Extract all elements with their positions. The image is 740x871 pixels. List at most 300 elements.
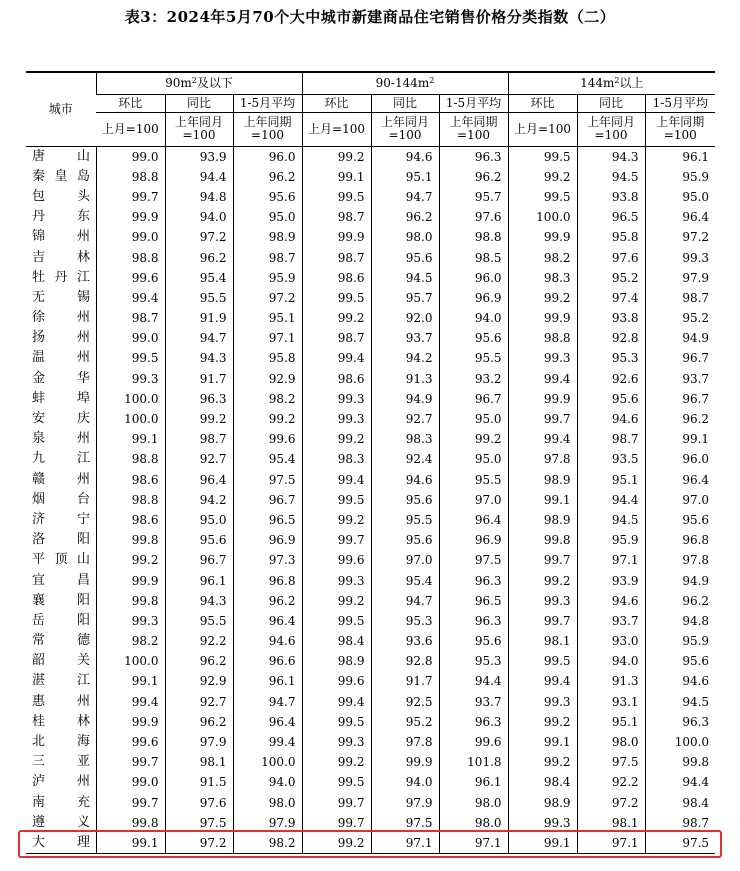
index-value-cell: 99.6 (96, 732, 165, 752)
index-value-cell: 95.4 (371, 570, 439, 590)
index-value-cell: 94.4 (645, 772, 715, 792)
index-value-cell: 99.9 (371, 752, 439, 772)
city-name: 无 锡 (32, 289, 90, 305)
index-value-cell: 96.7 (233, 490, 302, 510)
index-value-cell: 99.6 (439, 732, 508, 752)
index-value-cell: 99.2 (233, 409, 302, 429)
city-cell (26, 591, 96, 611)
index-value-cell: 99.4 (508, 429, 577, 449)
index-value-cell: 93.7 (371, 328, 439, 348)
index-value-cell: 99.5 (302, 712, 371, 732)
index-value-cell: 95.0 (645, 187, 715, 207)
table-row (26, 308, 715, 328)
base-header-avg: 上年同期 =100 (645, 112, 715, 146)
table-row (26, 752, 715, 772)
index-value-cell: 96.7 (645, 348, 715, 368)
index-value-cell: 94.6 (371, 470, 439, 490)
index-value-cell: 95.2 (577, 268, 645, 288)
index-value-cell: 94.4 (439, 671, 508, 691)
index-value-cell: 96.4 (165, 470, 233, 490)
index-value-cell: 96.8 (645, 530, 715, 550)
index-value-cell: 95.6 (645, 510, 715, 530)
index-value-cell: 91.3 (371, 369, 439, 389)
index-value-cell: 99.3 (508, 692, 577, 712)
index-value-cell: 100.0 (96, 651, 165, 671)
city-name: 洛 阳 (32, 532, 90, 548)
city-cell (26, 348, 96, 368)
index-value-cell: 99.9 (508, 227, 577, 247)
index-value-cell: 93.1 (577, 692, 645, 712)
index-value-cell: 99.3 (96, 611, 165, 631)
city-name: 温 州 (32, 350, 90, 366)
city-name: 扬 州 (32, 330, 90, 346)
table-row (26, 207, 715, 227)
index-value-cell: 96.2 (165, 651, 233, 671)
city-name: 北 海 (32, 734, 90, 750)
index-value-cell: 97.9 (165, 732, 233, 752)
index-value-cell: 96.7 (439, 389, 508, 409)
index-value-cell: 95.2 (371, 712, 439, 732)
table-row (26, 389, 715, 409)
index-value-cell: 99.1 (508, 490, 577, 510)
city-name: 襄 阳 (32, 592, 90, 608)
index-value-cell: 99.3 (645, 247, 715, 267)
table-row (26, 268, 715, 288)
index-value-cell: 99.1 (96, 429, 165, 449)
index-value-cell: 91.3 (577, 671, 645, 691)
index-value-cell: 98.8 (96, 449, 165, 469)
index-value-cell: 99.2 (439, 429, 508, 449)
index-value-cell: 93.8 (577, 308, 645, 328)
index-value-cell: 93.2 (439, 369, 508, 389)
sub-header-yoy: 同比 (165, 94, 233, 112)
sub-header-yoy: 同比 (577, 94, 645, 112)
index-value-cell: 96.4 (645, 470, 715, 490)
city-name: 常 德 (32, 633, 90, 649)
index-value-cell: 95.9 (577, 530, 645, 550)
index-value-cell: 94.9 (645, 570, 715, 590)
index-value-cell: 100.0 (233, 752, 302, 772)
sub-header-yoy: 同比 (371, 94, 439, 112)
city-name: 岳 阳 (32, 612, 90, 628)
table-row (26, 833, 715, 854)
index-value-cell: 99.6 (302, 550, 371, 570)
group-header-large: $144m^2$以上 (508, 72, 715, 94)
index-value-cell: 99.5 (302, 611, 371, 631)
index-value-cell: 95.5 (371, 510, 439, 530)
city-cell (26, 550, 96, 570)
city-cell (26, 227, 96, 247)
city-name: 遵 义 (32, 814, 90, 830)
index-value-cell: 99.2 (302, 752, 371, 772)
table-row (26, 550, 715, 570)
index-value-cell: 96.1 (165, 570, 233, 590)
city-cell (26, 187, 96, 207)
index-value-cell: 96.2 (439, 167, 508, 187)
index-value-cell: 95.3 (439, 651, 508, 671)
index-value-cell: 98.6 (302, 369, 371, 389)
index-value-cell: 97.1 (371, 833, 439, 854)
index-value-cell: 99.9 (96, 712, 165, 732)
index-value-cell: 96.7 (165, 550, 233, 570)
index-value-cell: 99.5 (508, 187, 577, 207)
index-value-cell: 96.4 (439, 510, 508, 530)
index-value-cell: 93.5 (577, 449, 645, 469)
city-cell (26, 470, 96, 490)
table-row (26, 793, 715, 813)
index-value-cell: 94.6 (577, 591, 645, 611)
index-value-cell: 97.5 (233, 470, 302, 490)
city-cell (26, 369, 96, 389)
index-value-cell: 97.9 (371, 793, 439, 813)
index-value-cell: 95.6 (439, 631, 508, 651)
index-value-cell: 96.9 (439, 288, 508, 308)
index-value-cell: 95.6 (371, 530, 439, 550)
index-value-cell: 97.3 (233, 550, 302, 570)
index-value-cell: 94.0 (371, 772, 439, 792)
city-name: 济 宁 (32, 511, 90, 527)
index-value-cell: 97.1 (577, 550, 645, 570)
index-value-cell: 99.0 (96, 328, 165, 348)
index-value-cell: 94.2 (371, 348, 439, 368)
city-name: 蚌 埠 (32, 390, 90, 406)
index-value-cell: 94.7 (165, 328, 233, 348)
city-cell (26, 409, 96, 429)
index-value-cell: 99.3 (302, 570, 371, 590)
city-cell (26, 570, 96, 590)
index-value-cell: 95.6 (439, 328, 508, 348)
index-value-cell: 99.4 (233, 732, 302, 752)
index-value-cell: 96.1 (645, 146, 715, 167)
index-value-cell: 98.9 (508, 510, 577, 530)
index-value-cell: 95.6 (645, 651, 715, 671)
index-value-cell: 100.0 (96, 409, 165, 429)
sub-header-mom: 环比 (508, 94, 577, 112)
index-value-cell: 95.0 (233, 207, 302, 227)
table-row (26, 288, 715, 308)
city-cell (26, 288, 96, 308)
city-cell (26, 449, 96, 469)
city-cell (26, 772, 96, 792)
table-row (26, 187, 715, 207)
city-name: 秦 皇 岛 (32, 168, 90, 184)
index-value-cell: 96.6 (233, 651, 302, 671)
index-value-cell: 95.2 (645, 308, 715, 328)
base-header-mom: 上月=100 (508, 112, 577, 146)
index-value-cell: 97.1 (439, 833, 508, 854)
index-value-cell: 92.8 (577, 328, 645, 348)
index-value-cell: 99.9 (96, 570, 165, 590)
index-value-cell: 99.2 (508, 712, 577, 732)
index-value-cell: 91.9 (165, 308, 233, 328)
city-cell (26, 490, 96, 510)
city-name: 九 江 (32, 451, 90, 467)
index-value-cell: 97.5 (165, 813, 233, 833)
index-value-cell: 95.9 (233, 268, 302, 288)
index-value-cell: 94.5 (577, 167, 645, 187)
city-cell (26, 207, 96, 227)
index-value-cell: 98.6 (96, 470, 165, 490)
index-value-cell: 93.7 (577, 611, 645, 631)
index-value-cell: 99.8 (96, 591, 165, 611)
index-value-cell: 94.4 (577, 490, 645, 510)
index-value-cell: 93.9 (165, 146, 233, 167)
index-value-cell: 98.0 (439, 793, 508, 813)
index-value-cell: 95.4 (165, 268, 233, 288)
index-value-cell: 99.3 (508, 813, 577, 833)
index-value-cell: 97.6 (439, 207, 508, 227)
index-value-cell: 98.2 (508, 247, 577, 267)
index-value-cell: 92.7 (165, 692, 233, 712)
index-value-cell: 100.0 (96, 389, 165, 409)
index-value-cell: 97.8 (508, 449, 577, 469)
table-row (26, 470, 715, 490)
index-value-cell: 98.3 (508, 268, 577, 288)
table-row (26, 490, 715, 510)
city-cell (26, 651, 96, 671)
index-value-cell: 94.9 (371, 389, 439, 409)
index-value-cell: 95.6 (371, 247, 439, 267)
index-value-cell: 96.4 (233, 611, 302, 631)
index-value-cell: 98.9 (508, 470, 577, 490)
index-value-cell: 97.5 (577, 752, 645, 772)
index-value-cell: 99.4 (508, 671, 577, 691)
index-value-cell: 99.2 (302, 146, 371, 167)
index-value-cell: 97.5 (645, 833, 715, 854)
city-name: 吉 林 (32, 249, 90, 265)
index-value-cell: 96.2 (165, 712, 233, 732)
index-value-cell: 98.3 (371, 429, 439, 449)
index-value-cell: 91.7 (371, 671, 439, 691)
index-value-cell: 98.7 (645, 813, 715, 833)
city-cell (26, 752, 96, 772)
index-value-cell: 92.2 (165, 631, 233, 651)
index-value-cell: 99.0 (96, 146, 165, 167)
city-cell (26, 247, 96, 267)
index-value-cell: 95.5 (165, 611, 233, 631)
index-value-cell: 97.2 (165, 227, 233, 247)
table-row (26, 409, 715, 429)
index-value-cell: 98.6 (96, 510, 165, 530)
index-value-cell: 97.0 (439, 490, 508, 510)
index-value-cell: 96.0 (439, 268, 508, 288)
city-name: 烟 台 (32, 491, 90, 507)
index-value-cell: 98.7 (233, 247, 302, 267)
table-row (26, 167, 715, 187)
index-value-cell: 96.2 (233, 167, 302, 187)
index-value-cell: 99.8 (645, 752, 715, 772)
city-name: 大 理 (32, 834, 90, 850)
index-value-cell: 96.8 (233, 570, 302, 590)
index-value-cell: 99.0 (96, 227, 165, 247)
sub-header-mom: 环比 (96, 94, 165, 112)
base-header-mom: 上月=100 (96, 112, 165, 146)
index-value-cell: 95.1 (577, 712, 645, 732)
city-name: 赣 州 (32, 471, 90, 487)
index-value-cell: 99.5 (302, 772, 371, 792)
index-value-cell: 98.8 (96, 490, 165, 510)
index-value-cell: 98.7 (645, 288, 715, 308)
index-value-cell: 99.4 (508, 369, 577, 389)
index-value-cell: 99.7 (508, 611, 577, 631)
index-value-cell: 95.6 (165, 530, 233, 550)
index-value-cell: 94.7 (233, 692, 302, 712)
index-value-cell: 94.8 (645, 611, 715, 631)
index-value-cell: 99.9 (302, 227, 371, 247)
index-value-cell: 99.6 (233, 429, 302, 449)
table-row (26, 772, 715, 792)
index-value-cell: 96.3 (439, 570, 508, 590)
index-value-cell: 98.7 (165, 429, 233, 449)
index-value-cell: 97.2 (577, 793, 645, 813)
index-value-cell: 98.7 (96, 308, 165, 328)
index-value-cell: 97.6 (577, 247, 645, 267)
index-value-cell: 92.4 (371, 449, 439, 469)
index-value-cell: 96.2 (645, 591, 715, 611)
table-row (26, 651, 715, 671)
index-value-cell: 95.8 (233, 348, 302, 368)
index-value-cell: 98.8 (96, 247, 165, 267)
index-value-cell: 96.3 (165, 389, 233, 409)
city-name: 金 华 (32, 370, 90, 386)
index-value-cell: 96.3 (439, 712, 508, 732)
city-cell (26, 510, 96, 530)
index-value-cell: 99.4 (96, 692, 165, 712)
index-value-cell: 95.0 (439, 449, 508, 469)
index-value-cell: 94.3 (577, 146, 645, 167)
index-value-cell: 94.9 (645, 328, 715, 348)
city-name: 安 庆 (32, 411, 90, 427)
index-value-cell: 99.9 (508, 308, 577, 328)
index-value-cell: 96.0 (233, 146, 302, 167)
index-value-cell: 98.2 (233, 389, 302, 409)
index-value-cell: 94.4 (165, 167, 233, 187)
index-value-cell: 94.5 (577, 510, 645, 530)
index-value-cell: 95.3 (577, 348, 645, 368)
table-row (26, 510, 715, 530)
city-cell (26, 692, 96, 712)
group-header-small: $90m^2$及以下 (96, 72, 302, 94)
index-value-cell: 94.7 (371, 187, 439, 207)
index-value-cell: 92.7 (371, 409, 439, 429)
index-value-cell: 99.1 (302, 167, 371, 187)
index-value-cell: 98.6 (302, 268, 371, 288)
city-cell (26, 833, 96, 854)
index-value-cell: 98.8 (508, 328, 577, 348)
index-value-cell: 99.1 (96, 671, 165, 691)
index-value-cell: 95.0 (165, 510, 233, 530)
city-name: 包 头 (32, 188, 90, 204)
base-header-yoy: 上年同月 =100 (371, 112, 439, 146)
index-value-cell: 99.4 (302, 470, 371, 490)
base-header-yoy: 上年同月 =100 (165, 112, 233, 146)
city-cell (26, 167, 96, 187)
index-value-cell: 99.2 (302, 308, 371, 328)
table-row (26, 631, 715, 651)
city-cell (26, 268, 96, 288)
index-value-cell: 99.7 (96, 187, 165, 207)
index-value-cell: 97.5 (371, 813, 439, 833)
table-row (26, 348, 715, 368)
index-value-cell: 99.5 (96, 348, 165, 368)
city-name: 丹 东 (32, 209, 90, 225)
sub-header-mom: 环比 (302, 94, 371, 112)
city-cell (26, 813, 96, 833)
base-header-avg: 上年同期 =100 (233, 112, 302, 146)
index-value-cell: 98.7 (302, 247, 371, 267)
index-value-cell: 95.5 (439, 470, 508, 490)
index-value-cell: 95.5 (165, 288, 233, 308)
index-value-cell: 96.5 (439, 591, 508, 611)
index-value-cell: 95.1 (577, 470, 645, 490)
index-value-cell: 93.8 (577, 187, 645, 207)
city-cell (26, 712, 96, 732)
index-value-cell: 98.7 (302, 207, 371, 227)
index-value-cell: 98.0 (233, 793, 302, 813)
index-value-cell: 98.1 (508, 631, 577, 651)
city-cell (26, 793, 96, 813)
index-value-cell: 93.0 (577, 631, 645, 651)
index-value-cell: 96.4 (645, 207, 715, 227)
index-value-cell: 97.1 (577, 833, 645, 854)
city-cell (26, 146, 96, 167)
index-value-cell: 98.0 (439, 813, 508, 833)
city-cell (26, 308, 96, 328)
index-value-cell: 93.6 (371, 631, 439, 651)
table-row (26, 591, 715, 611)
index-value-cell: 92.7 (165, 449, 233, 469)
page-title: 表3：2024年5月70个大中城市新建商品住宅销售价格分类指数（二） (124, 8, 616, 26)
city-name: 南 充 (32, 794, 90, 810)
index-value-cell: 99.5 (302, 288, 371, 308)
index-value-cell: 94.0 (233, 772, 302, 792)
index-value-cell: 97.2 (645, 227, 715, 247)
index-value-cell: 98.4 (508, 772, 577, 792)
table-row (26, 247, 715, 267)
city-name: 泉 州 (32, 431, 90, 447)
index-value-cell: 97.2 (233, 288, 302, 308)
index-value-cell: 99.9 (508, 389, 577, 409)
index-value-cell: 97.0 (645, 490, 715, 510)
index-value-cell: 99.7 (302, 793, 371, 813)
index-value-cell: 99.7 (96, 752, 165, 772)
base-header-yoy: 上年同月 =100 (577, 112, 645, 146)
index-value-cell: 92.6 (577, 369, 645, 389)
index-value-cell: 99.3 (508, 348, 577, 368)
index-value-cell: 96.7 (645, 389, 715, 409)
index-value-cell: 94.3 (165, 591, 233, 611)
index-value-cell: 95.6 (371, 490, 439, 510)
index-value-cell: 98.3 (302, 449, 371, 469)
index-value-cell: 100.0 (645, 732, 715, 752)
table-row (26, 712, 715, 732)
index-value-cell: 97.5 (439, 550, 508, 570)
index-value-cell: 96.2 (371, 207, 439, 227)
index-value-cell: 99.6 (96, 268, 165, 288)
city-name: 三 亚 (32, 754, 90, 770)
table-row (26, 328, 715, 348)
index-value-cell: 98.7 (577, 429, 645, 449)
index-value-cell: 91.5 (165, 772, 233, 792)
city-name: 徐 州 (32, 310, 90, 326)
index-value-cell: 92.2 (577, 772, 645, 792)
table-row (26, 813, 715, 833)
index-value-cell: 93.9 (577, 570, 645, 590)
index-value-cell: 96.4 (233, 712, 302, 732)
index-value-cell: 99.3 (302, 389, 371, 409)
index-value-cell: 94.6 (371, 146, 439, 167)
index-value-cell: 92.9 (165, 671, 233, 691)
